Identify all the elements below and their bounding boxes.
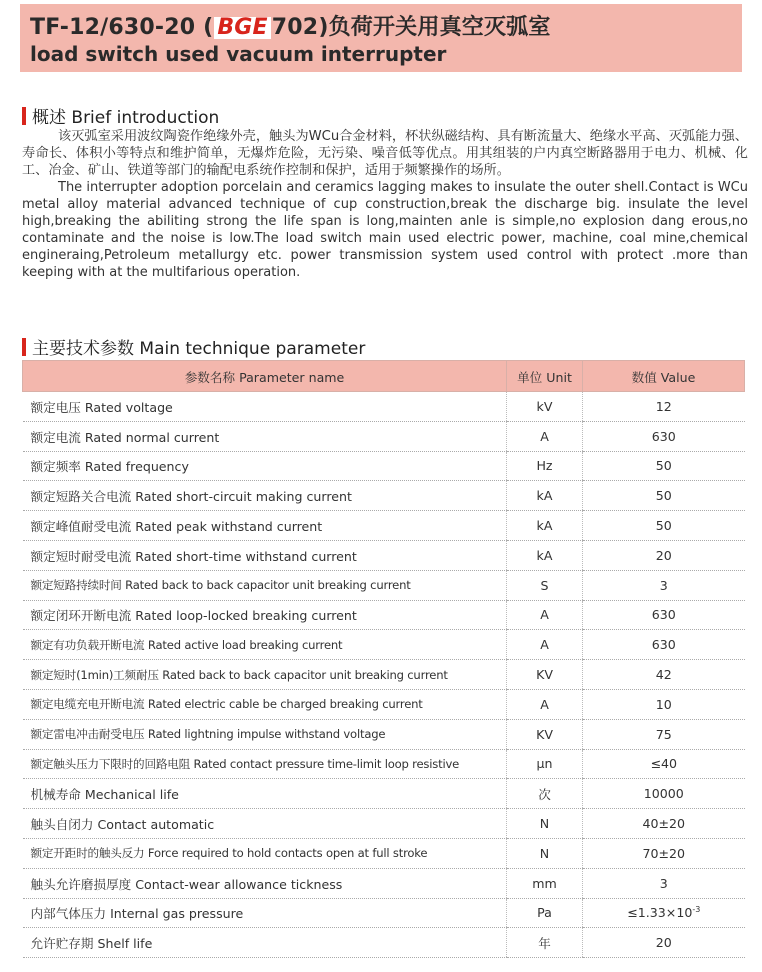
param-name: 额定短时耐受电流 Rated short-time withstand current (23, 540, 507, 570)
param-value (583, 392, 745, 422)
table-row (23, 868, 745, 898)
param-unit: 次 (507, 779, 583, 809)
param-value (583, 511, 745, 541)
param-name: 触头自闭力 Contact automatic (23, 809, 507, 839)
col-header-value: 数值 Value (583, 361, 745, 392)
param-unit: N (507, 809, 583, 839)
param-value-text: 20 (655, 935, 672, 951)
param-value-text: 50 (655, 518, 672, 534)
param-value (583, 451, 745, 481)
brand-logo: BGE (214, 17, 270, 39)
param-name: 额定短路持续时间 Rated back to back capacitor unit breaking current (23, 570, 507, 600)
table-row (23, 511, 745, 541)
param-unit: A (507, 630, 583, 660)
param-name: 机械寿命 Mechanical life (23, 779, 507, 809)
table-row (23, 660, 745, 690)
param-value (583, 928, 745, 958)
table-row (23, 838, 745, 868)
parameter-table (22, 360, 745, 958)
param-unit: Pa (507, 898, 583, 928)
table-row (23, 421, 745, 451)
param-value (583, 540, 745, 570)
model-prefix: TF-12/630-20 ( (30, 15, 214, 40)
param-value-text: 75 (655, 726, 672, 742)
param-name: 额定开距时的触头反力 Force required to hold contacts open at full stroke (23, 838, 507, 868)
model-suffix: 702)负荷开关用真空灭弧室 (271, 15, 551, 40)
param-unit: KV (507, 660, 583, 690)
param-value-text: 70±20 (642, 845, 686, 861)
param-value-text: 630 (651, 637, 676, 653)
param-name: 允许贮存期 Shelf life (23, 928, 507, 958)
param-value-text: 50 (655, 488, 672, 504)
param-unit: KV (507, 719, 583, 749)
param-unit: S (507, 570, 583, 600)
param-unit: kV (507, 392, 583, 422)
param-unit: kA (507, 481, 583, 511)
param-value-text: 42 (655, 667, 672, 683)
param-name: 额定电缆充电开断电流 Rated electric cable be charged breaking current (23, 689, 507, 719)
param-unit: μn (507, 749, 583, 779)
param-value-text: 20 (655, 547, 672, 563)
heading-marker (22, 107, 26, 125)
table-row (23, 540, 745, 570)
param-name: 额定峰值耐受电流 Rated peak withstand current (23, 511, 507, 541)
table-row (23, 630, 745, 660)
param-unit: kA (507, 540, 583, 570)
param-value (583, 660, 745, 690)
param-value-exponent: -3 (692, 905, 701, 915)
param-name: 额定短路关合电流 Rated short-circuit making current (23, 481, 507, 511)
param-unit: 年 (507, 928, 583, 958)
intro-chinese: 该灭弧室采用波纹陶瓷作绝缘外壳，触头为WCu合金材料，杯状纵磁结构、具有断流量大、绝缘水平高、灭弧能力强、寿命长、体积小等特点和维护简单，无爆炸危险，无污染、噪音低等优点。用其组装的户内真空断路器用于电力、机械、化工、冶金、矿山、铁道等部门的输配电系统作控制和保护，适用于频繁操作的场所。 (22, 129, 748, 178)
param-value-text: ≤1.33×10 (627, 905, 693, 921)
param-value (583, 630, 745, 660)
param-unit: Hz (507, 451, 583, 481)
params-heading-text: 主要技术参数 Main technique parameter (32, 339, 366, 359)
param-value-text: 3 (659, 875, 668, 891)
param-value-text: 10 (655, 696, 672, 712)
param-name: 触头允许磨损厚度 Contact-wear allowance tickness (23, 868, 507, 898)
param-value (583, 421, 745, 451)
table-body (23, 392, 745, 958)
table-row (23, 451, 745, 481)
param-value-text: 40±20 (642, 816, 686, 832)
param-value (583, 481, 745, 511)
param-value (583, 719, 745, 749)
table-header-row (23, 361, 745, 392)
param-value-text: 3 (659, 577, 668, 593)
table-row (23, 481, 745, 511)
param-unit: A (507, 689, 583, 719)
product-subtitle: load switch used vacuum interrupter (30, 42, 447, 66)
param-value-text: 12 (655, 398, 672, 414)
param-value (583, 838, 745, 868)
param-value (583, 898, 745, 928)
param-name: 额定闭环开断电流 Rated loop-locked breaking current (23, 600, 507, 630)
param-unit: N (507, 838, 583, 868)
table-row (23, 779, 745, 809)
table-row (23, 570, 745, 600)
brief-intro (22, 128, 748, 281)
table-row (23, 898, 745, 928)
param-unit: kA (507, 511, 583, 541)
param-value-text: 10000 (643, 786, 684, 802)
brief-heading-text: 概述 Brief introduction (32, 108, 220, 128)
col-header-name: 参数名称 Parameter name (23, 361, 507, 392)
param-value (583, 868, 745, 898)
params-heading (22, 334, 365, 359)
table-row (23, 749, 745, 779)
param-value-text: 630 (651, 428, 676, 444)
param-value (583, 779, 745, 809)
table-row (23, 719, 745, 749)
product-title (30, 10, 551, 41)
table-row (23, 928, 745, 958)
param-name: 额定电流 Rated normal current (23, 421, 507, 451)
param-name: 额定短时(1min)工频耐压 Rated back to back capacitor unit breaking current (23, 660, 507, 690)
title-banner (20, 4, 742, 72)
param-unit: A (507, 600, 583, 630)
intro-english: The interrupter adoption porcelain and ceramics lagging makes to insulate the outer shell.Contact is WCu metal alloy material advanced technique of cup construction,break the discharge big. insulate the level high,breaking the abiliting strong the life span is long,mainten anle is simple,no explosion dang erous,no contaminate and the noise is low.The load switch main used electric power, machine, coal mine,chemical engineraing,Petroleum metallurgy etc. power transmission system used control with protect .more than keeping with at the multifarious operation. (22, 180, 748, 280)
param-value-text: 630 (651, 607, 676, 623)
heading-marker (22, 338, 26, 356)
param-name: 额定电压 Rated voltage (23, 392, 507, 422)
param-value (583, 600, 745, 630)
param-name: 额定触头压力下限时的回路电阻 Rated contact pressure time-limit loop resistive (23, 749, 507, 779)
brief-heading (22, 103, 219, 128)
col-header-unit: 单位 Unit (507, 361, 583, 392)
table-row (23, 809, 745, 839)
table-row (23, 689, 745, 719)
param-value-text: 50 (655, 458, 672, 474)
param-value (583, 689, 745, 719)
param-name: 内部气体压力 Internal gas pressure (23, 898, 507, 928)
param-name: 额定频率 Rated frequency (23, 451, 507, 481)
param-value-text: ≤40 (650, 756, 678, 772)
param-name: 额定有功负载开断电流 Rated active load breaking current (23, 630, 507, 660)
param-unit: A (507, 421, 583, 451)
param-unit: mm (507, 868, 583, 898)
table-row (23, 600, 745, 630)
table-row (23, 392, 745, 422)
param-value (583, 749, 745, 779)
param-value (583, 809, 745, 839)
param-name: 额定雷电冲击耐受电压 Rated lightning impulse withstand voltage (23, 719, 507, 749)
param-value (583, 570, 745, 600)
